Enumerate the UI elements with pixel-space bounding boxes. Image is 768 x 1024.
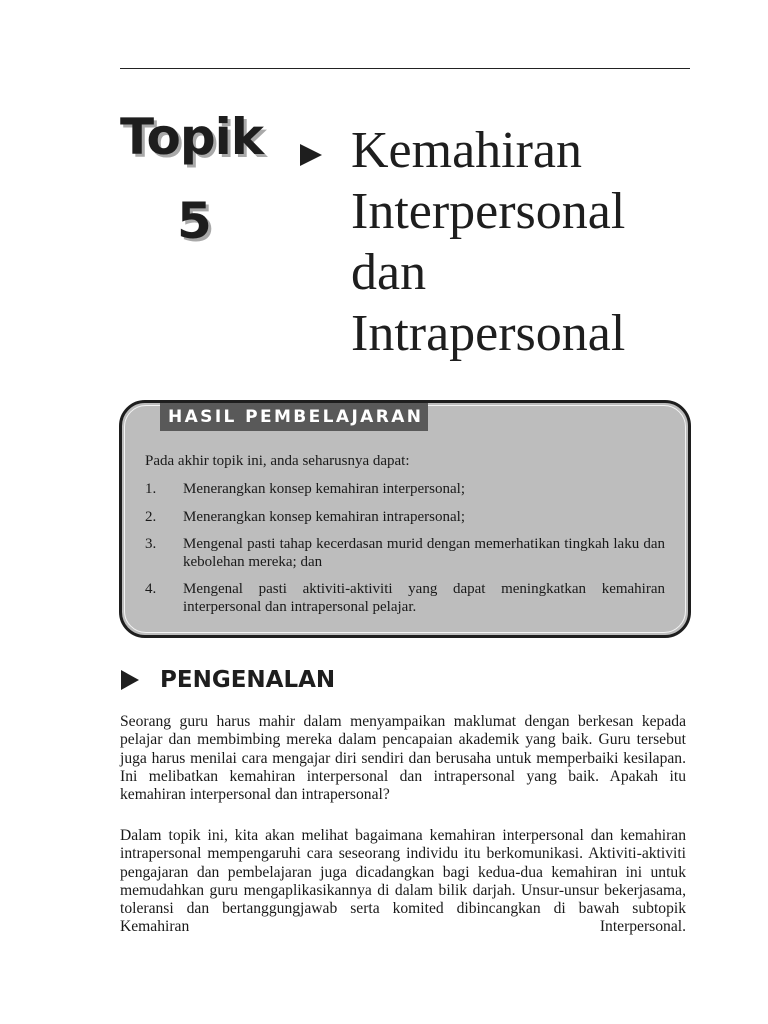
intro-paragraph: Seorang guru harus mahir dalam menyampaikan maklumat dengan berkesan kepada pelajar dan membimbing mereka dalam pencapaian akademik yang baik. Guru tersebut juga harus menilai cara mengajar diri sendiri dan berusaha untuk memperbaiki kesilapan. Ini melibatkan kemahiran interpersonal dan intrapersonal yang baik. Apakah itu kemahiran interpersonal dan intrapersonal?	[120, 713, 686, 804]
title-line: Kemahiran	[351, 122, 583, 179]
outcome-number: 2.	[145, 509, 157, 525]
outcome-number: 4.	[145, 581, 157, 597]
title-line: dan	[351, 244, 427, 301]
topic-title	[351, 120, 625, 364]
outcome-number: 1.	[145, 481, 157, 497]
outcome-item	[145, 535, 665, 571]
outcome-item	[145, 580, 665, 616]
outcome-text: Mengenal pasti aktiviti-aktiviti yang dapat meningkatkan kemahiran interpersonal dan intrapersonal pelajar.	[183, 581, 665, 615]
header-rule	[120, 68, 690, 69]
learning-outcomes-intro: Pada akhir topik ini, anda seharusnya dapat:	[145, 453, 410, 469]
learning-outcomes-heading: HASIL PEMBELAJARAN	[160, 403, 428, 431]
outcome-item	[145, 480, 665, 498]
section-arrow-icon	[121, 670, 139, 690]
outcome-item	[145, 508, 665, 526]
intro-paragraph: Dalam topik ini, kita akan melihat bagaimana kemahiran interpersonal dan kemahiran intrapersonal mempengaruhi cara seseorang individu itu berkomunikasi. Aktiviti-aktiviti pengajaran dan pembelajaran juga dicadangkan bagi kedua-dua kemahiran ini untuk memudahkan guru mengaplikasikannya di dalam bilik darjah. Unsur-unsur bekerjasama, toleransi dan bertanggungjawab serta komited dibincangkan di bawah subtopik Kemahiran Interpersonal.	[120, 827, 686, 936]
outcome-text: Menerangkan konsep kemahiran interpersonal;	[183, 481, 465, 497]
title-line: Intrapersonal	[351, 305, 626, 362]
outcome-number: 3.	[145, 536, 157, 552]
title-line: Interpersonal	[351, 183, 626, 240]
section-heading: PENGENALAN	[160, 667, 336, 693]
outcome-text: Menerangkan konsep kemahiran intrapersonal;	[183, 509, 465, 525]
topic-label: Topik	[120, 108, 263, 166]
topic-number: 5	[177, 192, 212, 250]
outcome-text: Mengenal pasti tahap kecerdasan murid dengan memerhatikan tingkah laku dan kebolehan mereka; dan	[183, 536, 665, 570]
title-arrow-icon	[300, 144, 322, 166]
